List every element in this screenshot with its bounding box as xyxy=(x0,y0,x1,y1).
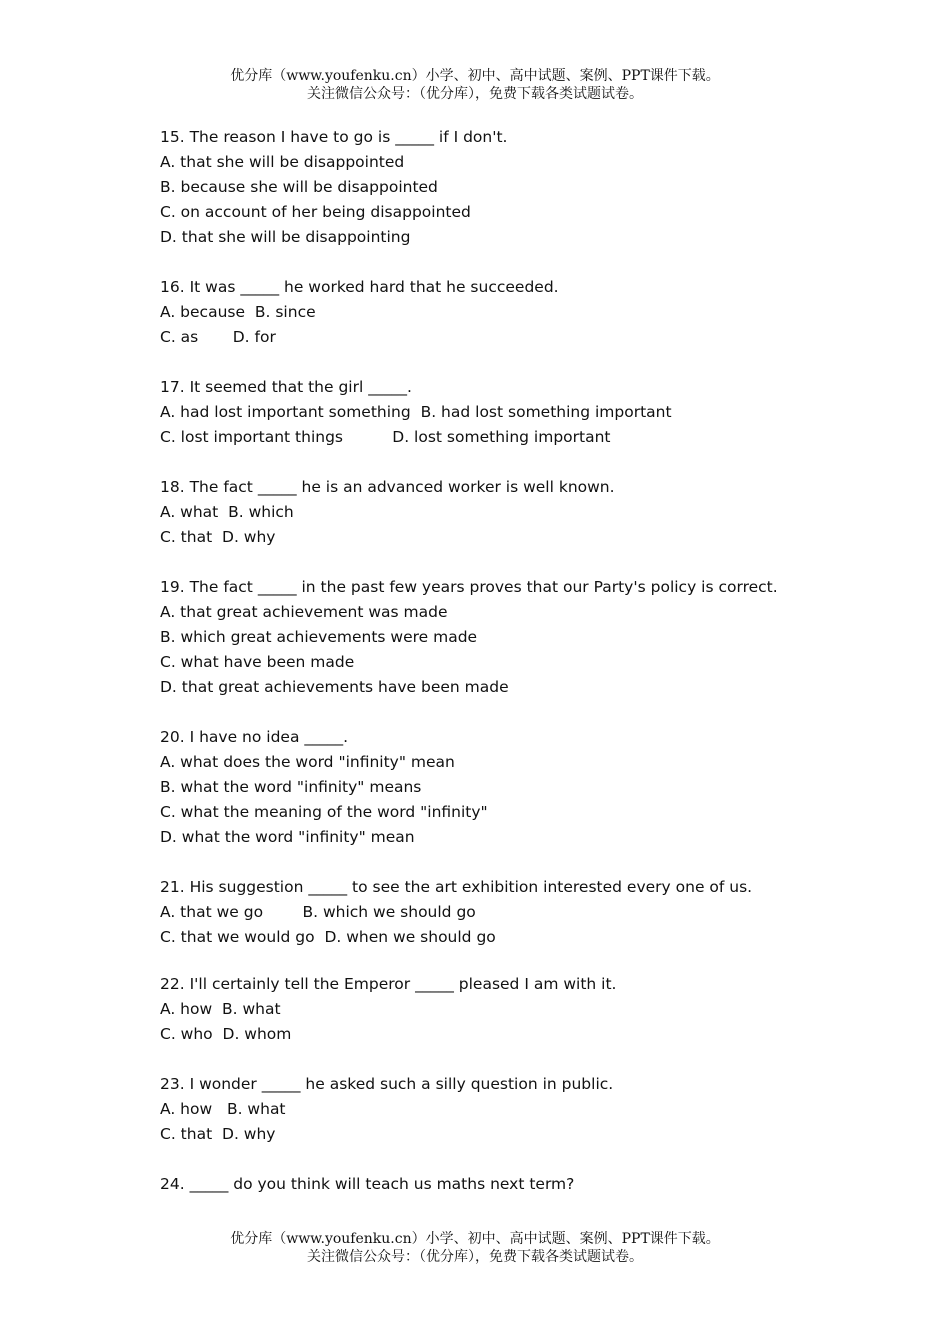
option-line: C. that D. why xyxy=(160,1125,276,1143)
option-line: B. because she will be disappointed xyxy=(160,178,438,196)
option-line: D. that she will be disappointing xyxy=(160,228,411,246)
option-line: C. on account of her being disappointed xyxy=(160,203,471,221)
question-stem: 24. _____ do you think will teach us maths next term? xyxy=(160,1175,575,1193)
question-list xyxy=(160,125,880,1197)
option-line: C. that D. why xyxy=(160,528,276,546)
question-stem: 21. His suggestion _____ to see the art exhibition interested every one of us. xyxy=(160,878,753,896)
option-line: C. as D. for xyxy=(160,328,276,346)
question-stem: 23. I wonder _____ he asked such a silly question in public. xyxy=(160,1075,614,1093)
option-line: C. that we would go D. when we should go xyxy=(160,928,496,946)
question-23 xyxy=(160,1072,880,1147)
header-line-1: 优分库（www.youfenku.cn）小学、初中、高中试题、案例、PPT课件下载。 xyxy=(230,68,720,84)
option-line: A. what B. which xyxy=(160,503,294,521)
option-line: C. who D. whom xyxy=(160,1025,292,1043)
question-20 xyxy=(160,725,880,850)
option-line: A. that we go B. which we should go xyxy=(160,903,476,921)
question-stem: 15. The reason I have to go is _____ if I don't. xyxy=(160,128,508,146)
question-18 xyxy=(160,475,880,550)
option-line: C. lost important things D. lost something important xyxy=(160,428,611,446)
option-line: A. that great achievement was made xyxy=(160,603,448,621)
option-line: D. that great achievements have been made xyxy=(160,678,509,696)
question-stem: 19. The fact _____ in the past few years proves that our Party's policy is correct. xyxy=(160,578,778,596)
option-line: B. which great achievements were made xyxy=(160,628,478,646)
option-line: A. how B. what xyxy=(160,1100,286,1118)
option-line: B. what the word "infinity" means xyxy=(160,778,422,796)
option-line: A. that she will be disappointed xyxy=(160,153,405,171)
question-stem: 18. The fact _____ he is an advanced worker is well known. xyxy=(160,478,615,496)
option-line: D. what the word "infinity" mean xyxy=(160,828,415,846)
question-stem: 17. It seemed that the girl _____. xyxy=(160,378,412,396)
question-15 xyxy=(160,125,880,250)
footer-line-1: 优分库（www.youfenku.cn）小学、初中、高中试题、案例、PPT课件下载。 xyxy=(230,1231,720,1247)
option-line: C. what have been made xyxy=(160,653,355,671)
page-footer xyxy=(0,1230,950,1266)
option-line: C. what the meaning of the word "infinity" xyxy=(160,803,488,821)
question-16 xyxy=(160,275,880,350)
option-line: A. what does the word "infinity" mean xyxy=(160,753,455,771)
question-stem: 16. It was _____ he worked hard that he succeeded. xyxy=(160,278,559,296)
question-17 xyxy=(160,375,880,450)
question-stem: 22. I'll certainly tell the Emperor _____ pleased I am with it. xyxy=(160,975,617,993)
option-line: A. how B. what xyxy=(160,1000,281,1018)
question-22 xyxy=(160,972,880,1047)
page-header xyxy=(0,67,950,103)
question-24 xyxy=(160,1172,880,1197)
question-19 xyxy=(160,575,880,700)
option-line: A. because B. since xyxy=(160,303,316,321)
question-stem: 20. I have no idea _____. xyxy=(160,728,349,746)
question-21 xyxy=(160,875,880,950)
footer-line-2: 关注微信公众号：（优分库），免费下载各类试题试卷。 xyxy=(307,1249,643,1265)
option-line: A. had lost important something B. had lost something important xyxy=(160,403,672,421)
header-line-2: 关注微信公众号：（优分库），免费下载各类试题试卷。 xyxy=(307,86,643,102)
